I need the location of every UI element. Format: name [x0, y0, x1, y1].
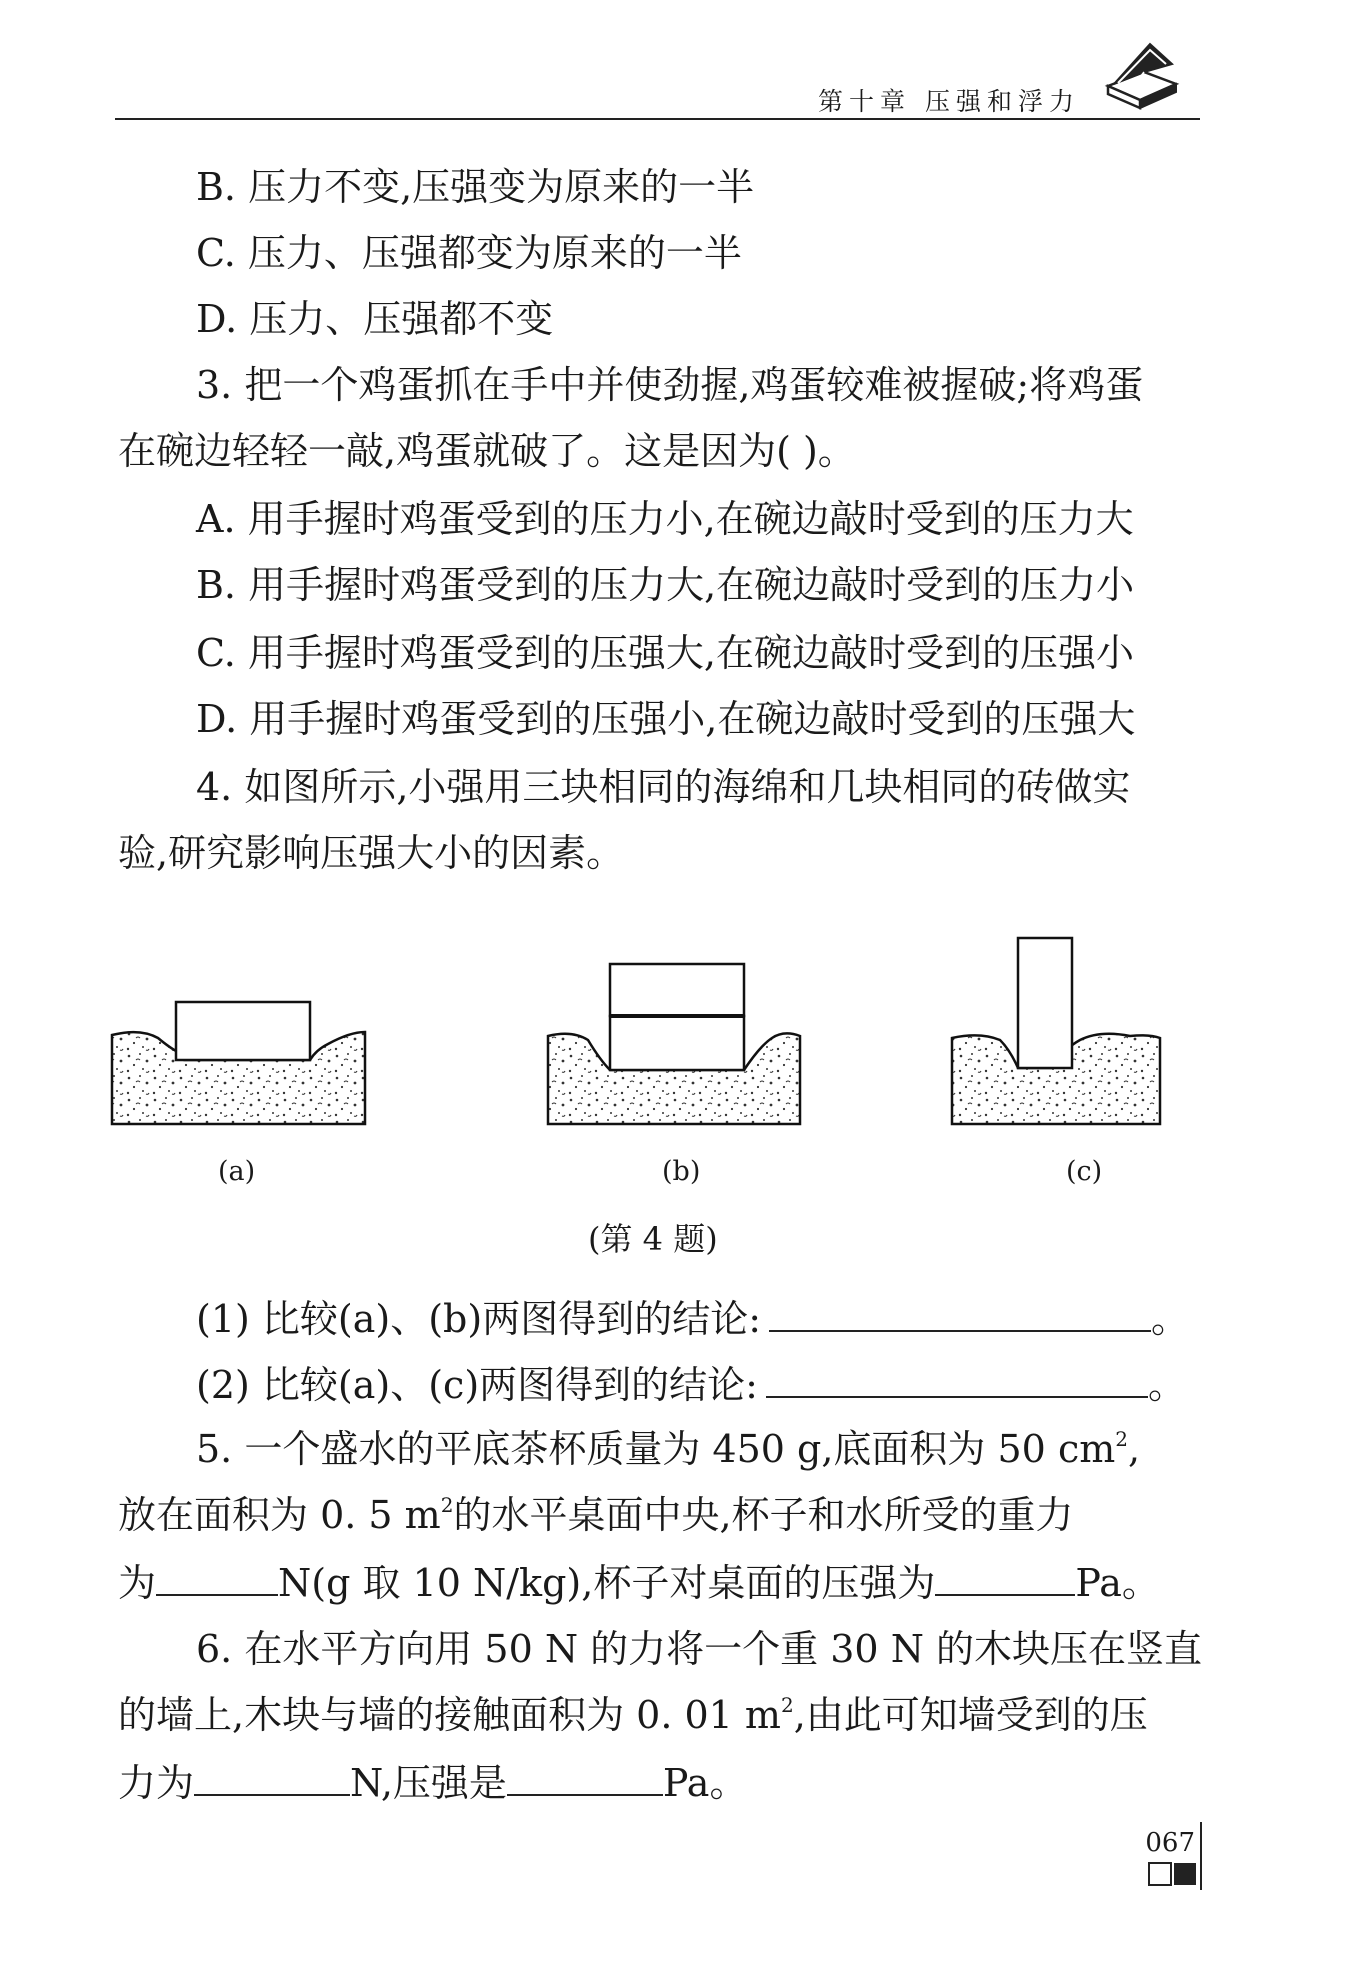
q4-sub1-end: 。 — [1151, 1297, 1190, 1341]
figure-label-c: (c) — [1066, 1156, 1103, 1187]
brick-b-upper — [610, 964, 744, 1016]
figure-b — [548, 964, 800, 1124]
page-header — [0, 0, 1350, 130]
q4-sub1-answer-blank[interactable] — [769, 1298, 1151, 1332]
q4-sub2-answer-blank[interactable] — [766, 1364, 1148, 1398]
page-number: 067 — [1145, 1828, 1195, 1858]
q4-sub2-end: 。 — [1147, 1363, 1186, 1407]
q6-line1: 6. 在水平方向用 50 N 的力将一个重 30 N 的木块压在竖直 — [196, 1627, 1203, 1671]
q5-line1-text: 5. 一个盛水的平底茶杯质量为 450 g,底面积为 50 cm — [196, 1427, 1116, 1471]
q5-gravity-blank[interactable] — [156, 1562, 278, 1596]
q3-option-b: B. 用手握时鸡蛋受到的压力大,在碗边敲时受到的压力小 — [196, 563, 1135, 607]
q5-line2-tail: 的水平桌面中央,杯子和水所受的重力 — [453, 1493, 1074, 1537]
q5-line3-mid: N(g 取 10 N/kg),杯子对桌面的压强为 — [278, 1561, 936, 1605]
q6-force-blank[interactable] — [194, 1762, 350, 1796]
brick-c — [1018, 938, 1072, 1068]
q6-line3 — [118, 1761, 748, 1805]
q5-pressure-blank[interactable] — [935, 1562, 1075, 1596]
q5-line3-text: 为 — [118, 1561, 157, 1605]
q2-option-c: C. 压力、压强都变为原来的一半 — [196, 231, 742, 275]
q5-line2 — [118, 1493, 1074, 1537]
figure-label-a: (a) — [218, 1156, 256, 1187]
q3-option-d: D. 用手握时鸡蛋受到的压强小,在碗边敲时受到的压强大 — [196, 697, 1136, 741]
q5-line1-sup: 2 — [1115, 1427, 1128, 1451]
chapter-title: 第十章 压强和浮力 — [818, 87, 1080, 116]
header-rule — [115, 118, 1200, 120]
brick-b-lower — [610, 1016, 744, 1070]
q4-sub1-prefix: (1) 比较(a)、(b)两图得到的结论: — [196, 1297, 761, 1341]
q5-line1-tail: , — [1128, 1427, 1141, 1471]
q4-stem-line1: 4. 如图所示,小强用三块相同的海绵和几块相同的砖做实 — [196, 765, 1131, 809]
empty-square-icon — [1148, 1862, 1172, 1886]
q5-line2-sup: 2 — [440, 1493, 454, 1517]
q3-stem-line2: 在碗边轻轻一敲,鸡蛋就破了。这是因为( )。 — [118, 429, 856, 473]
figure-a — [112, 1002, 365, 1124]
q5-line3-tail: Pa。 — [1075, 1561, 1160, 1605]
q4-sub2 — [196, 1363, 1186, 1407]
q6-line3-text: 力为 — [118, 1761, 195, 1805]
q5-line1 — [196, 1427, 1141, 1471]
q6-line3-tail: Pa。 — [662, 1761, 748, 1805]
q5-line3 — [118, 1561, 1160, 1605]
q6-pressure-blank[interactable] — [507, 1762, 663, 1796]
q3-option-c: C. 用手握时鸡蛋受到的压强大,在碗边敲时受到的压强小 — [196, 631, 1134, 675]
figure-c — [952, 938, 1160, 1124]
q6-line2-sup: 2 — [780, 1693, 794, 1717]
q3-stem-line1: 3. 把一个鸡蛋抓在手中并使劲握,鸡蛋较难被握破;将鸡蛋 — [196, 363, 1144, 407]
q6-line2 — [118, 1693, 1148, 1737]
book-icon — [1100, 34, 1180, 114]
figure-caption: (第 4 题) — [588, 1220, 718, 1258]
page-corner-marks — [1148, 1862, 1196, 1886]
q4-sub1 — [196, 1297, 1190, 1341]
q4-sub2-prefix: (2) 比较(a)、(c)两图得到的结论: — [196, 1363, 758, 1407]
filled-square-icon — [1174, 1863, 1196, 1885]
page-number-rule — [1200, 1822, 1202, 1890]
q6-line2-tail: ,由此可知墙受到的压 — [793, 1693, 1148, 1737]
brick-a — [176, 1002, 310, 1060]
q2-option-b: B. 压力不变,压强变为原来的一半 — [196, 165, 755, 209]
sponge-brick-figure — [100, 920, 1220, 1140]
q2-option-d: D. 压力、压强都不变 — [196, 297, 554, 341]
figure-label-b: (b) — [662, 1156, 701, 1187]
q4-stem-line2: 验,研究影响压强大小的因素。 — [118, 831, 625, 875]
q5-line2-text: 放在面积为 0. 5 m — [118, 1493, 441, 1537]
q6-line3-mid: N,压强是 — [350, 1761, 507, 1805]
q3-option-a: A. 用手握时鸡蛋受到的压力小,在碗边敲时受到的压力大 — [196, 497, 1134, 541]
q6-line2-text: 的墙上,木块与墙的接触面积为 0. 01 m — [118, 1693, 781, 1737]
